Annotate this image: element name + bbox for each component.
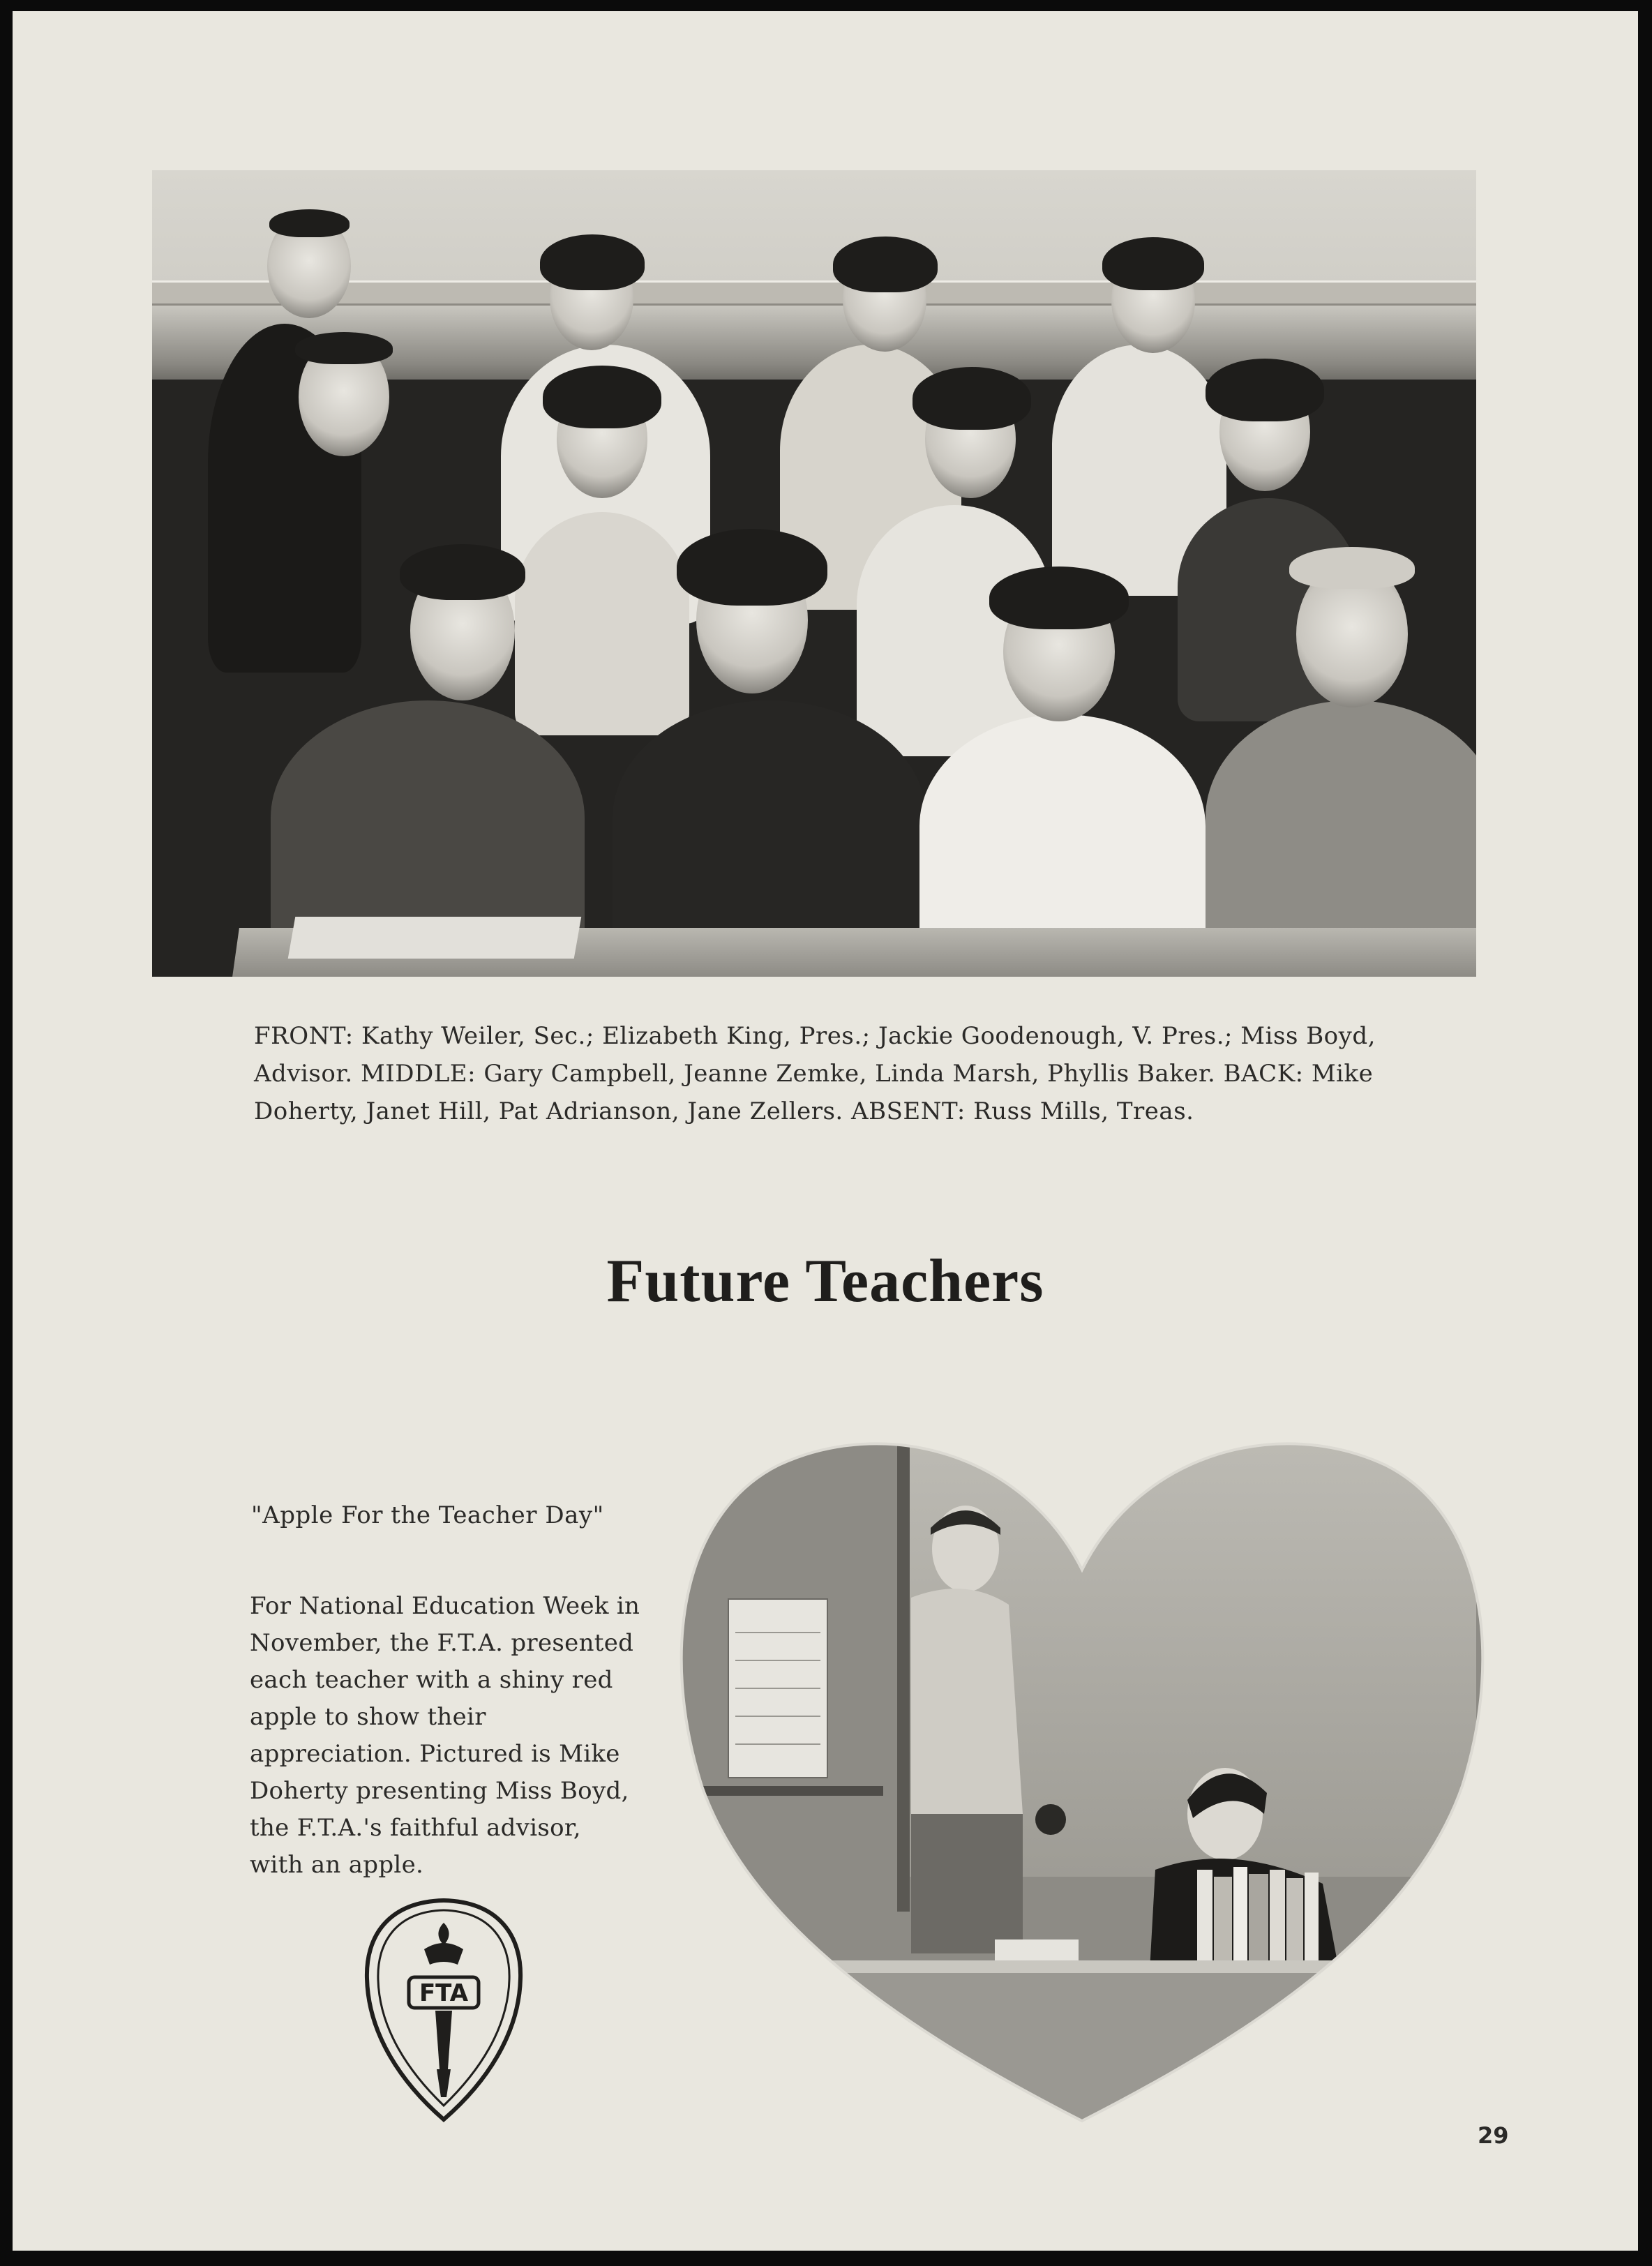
group-photo (152, 170, 1476, 977)
hair-back-3 (833, 237, 938, 292)
hair-back-1 (269, 209, 350, 237)
wall-rail (152, 280, 1476, 306)
lamp-icon (424, 1943, 463, 1965)
fta-emblem (360, 1895, 527, 2125)
boy-shirt (911, 1589, 1023, 1814)
hair-middle-3 (913, 367, 1031, 430)
hair-front-4 (1289, 547, 1415, 589)
group-photo-caption: FRONT: Kathy Weiler, Sec.; Elizabeth King, Pres.; Jackie Goodenough, V. Pres.; Miss Boyd, Advisor. MIDDLE: Gary Campbell, Jeanne Zemke, Linda Marsh, Phyllis Baker. BACK: Mike Doherty, Janet Hill, Pat Adrianson, Jane Zellers. ABSENT: Russ Mills, Treas. (254, 1022, 1376, 1125)
heart-photo (674, 1423, 1490, 2128)
yearbook-page (13, 11, 1638, 2251)
hair-front-2 (677, 529, 827, 606)
boy-trousers (911, 1814, 1023, 1953)
apple-icon (1035, 1804, 1066, 1835)
page-number: 29 (1478, 2122, 1509, 2149)
desk-top (674, 1960, 1490, 1973)
person-middle-2 (515, 512, 689, 735)
hair-middle-1 (295, 332, 393, 364)
feature-body: For National Education Week in November, the F.T.A. presented each teacher with a shiny red apple to show their appreciation. Pictured is Mike Doherty presenting Miss Boyd, the F.T.A.'s faithful advisor, with an apple. (250, 1592, 640, 1879)
teacher-desk (674, 1960, 1490, 2128)
hair-middle-4 (1206, 359, 1324, 421)
feature-heading: "Apple For the Teacher Day" (251, 1501, 604, 1529)
hair-back-2 (540, 234, 645, 290)
hair-front-3 (989, 566, 1129, 629)
emblem-text: FTA (419, 1979, 469, 2007)
hair-middle-2 (543, 366, 661, 428)
page-title: Future Teachers (606, 1247, 1044, 1315)
notebook (288, 917, 582, 959)
door-frame (897, 1423, 910, 1912)
hair-front-1 (400, 544, 525, 600)
hair-back-4 (1102, 237, 1204, 290)
desk-nameplate (995, 1939, 1079, 1960)
